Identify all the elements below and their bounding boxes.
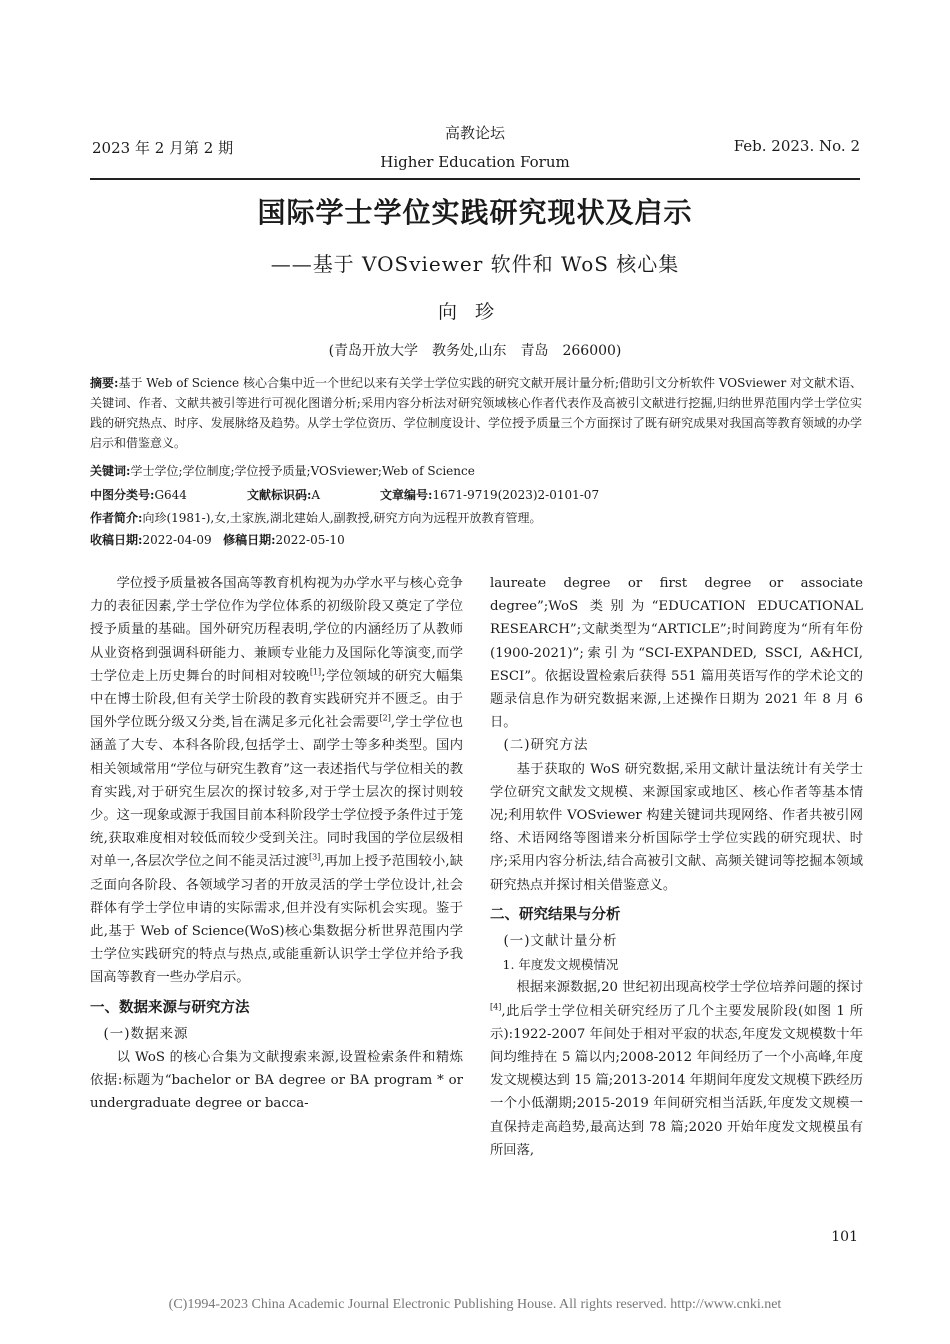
doc-code-value: A bbox=[311, 488, 321, 502]
page-number: 101 bbox=[831, 1229, 858, 1245]
keywords-label: 关键词: bbox=[90, 464, 131, 478]
right-column bbox=[490, 572, 863, 1162]
subsection-heading: (一)数据来源 bbox=[103, 1025, 189, 1042]
revised-date: 2022-05-10 bbox=[275, 533, 345, 547]
journal-title-cn: 高教论坛 bbox=[444, 124, 505, 142]
clc-label: 中图分类号: bbox=[90, 488, 155, 502]
body-paragraph: 以 WoS 的核心合集为文献搜索来源,设置检索条件和精炼依据:标题为“bachelor or BA degree or BA program * or undergraduate degree or bacca- bbox=[90, 1050, 463, 1112]
author-bio bbox=[90, 508, 862, 528]
body-paragraph: laureate degree or first degree or associate degree”;WoS 类别为“EDUCATION EDUCATIONAL RESEARCH”;文献类型为“ARTICLE”;时间跨度为“所有年份(1900-2021)”;索引为“SCI-EXPANDED, SSCI, A&HCI, ESCI”。依据设置检索后获得 551 篇用英语写作的学术论文的题录信息作为研究数据来源,上述操作日期为 2021 年 8 月 6 日。 bbox=[490, 576, 863, 731]
section-heading: 二、研究结果与分析 bbox=[490, 905, 621, 923]
article-number-label: 文章编号: bbox=[380, 488, 433, 502]
keywords bbox=[90, 461, 862, 481]
received-date: 2022-04-09 bbox=[142, 533, 212, 547]
intro-paragraph: 学位授予质量被各国高等教育机构视为办学水平与核心竞争力的表征因素,学士学位作为学位体系的初级阶段又奠定了学位授予质量的基础。国外研究历程表明,学位的内涵经历了从教师从业资格到强调科研能力、兼顾专业能力及国际化等演变,而学士学位走上历史舞台的时间相对较晚[1];学位领域的研究大幅集中在博士阶段,但有关学士阶段的教育实践研究并不匮乏。由于国外学位既分级又分类,旨在满足多元化社会需要[2],学士学位也涵盖了大专、本科各阶段,包括学士、副学士等多种类型。国内相关领域常用“学位与研究生教育”这一表述指代与学位相关的教育实践,对于研究生层次的探讨较多,对于学士层次的探讨则较少。这一现象或源于我国目前本科阶段学士学位授予条件过于笼统,获取难度相对较低而较少受到关注。同时我国的学位层级相对单一,各层次学位之间不能灵活过渡[3],再加上授予范围较小,缺乏面向各阶段、各领域学习者的开放灵活的学士学位设计,社会群体有学士学位申请的实际需求,但并没有实际机会实现。鉴于此,基于 Web of Science(WoS)核心集数据分析世界范围内学士学位实践研究的特点与热点,或能重新认识学士学位并给予我国高等教育一些办学启示。 bbox=[90, 576, 464, 986]
journal-title-en: Higher Education Forum bbox=[380, 153, 570, 171]
abstract-text: 基于 Web of Science 核心合集中近一个世纪以来有关学士学位实践的研究文献开展计量分析;借助引文分析软件 VOSviewer 对文献术语、关键词、作者、文献共被引等进行可视化图谱分析;采用内容分析法对研究领域核心作者代表作及高被引文献进行挖掘,归纳世界范围内学士学位实践的研究热点、时序、发展脉络及趋势。从学士学位资历、学位制度设计、学位授予质量三个方面探讨了既有研究成果对我国高等教育领域的办学启示和借鉴意义。 bbox=[90, 376, 862, 450]
citation-ref[interactable]: [2] bbox=[379, 713, 391, 723]
received-label: 收稿日期: bbox=[90, 533, 143, 547]
keywords-text: 学士学位;学位制度;学位授予质量;VOSviewer;Web of Science bbox=[130, 464, 475, 478]
subsection-heading: (一)文献计量分析 bbox=[503, 933, 618, 950]
issue-date: 2023 年 2 月第 2 期 bbox=[92, 139, 234, 157]
article-number-value: 1671-9719(2023)2-0101-07 bbox=[432, 488, 600, 502]
article-title: 国际学士学位实践研究现状及启示 bbox=[257, 196, 693, 229]
classification-line bbox=[90, 485, 862, 505]
abstract-label: 摘要: bbox=[90, 376, 119, 390]
clc-value: G644 bbox=[154, 488, 187, 502]
sub-subsection-heading: 1. 年度发文规模情况 bbox=[502, 957, 619, 973]
issue-number: Feb. 2023. No. 2 bbox=[733, 137, 860, 155]
citation-ref[interactable]: [1] bbox=[309, 667, 322, 677]
left-column bbox=[90, 572, 463, 1116]
bio-label: 作者简介: bbox=[90, 511, 143, 525]
author-name: 向珍 bbox=[437, 301, 512, 323]
doc-code-label: 文献标识码: bbox=[246, 488, 312, 502]
section-heading: 一、数据来源与研究方法 bbox=[90, 998, 250, 1016]
revised-label: 修稿日期: bbox=[223, 533, 276, 547]
citation-ref[interactable]: [4] bbox=[490, 1002, 502, 1012]
abstract bbox=[90, 373, 862, 453]
header-rule bbox=[90, 178, 860, 180]
author-affiliation: (青岛开放大学 教务处,山东 青岛 266000) bbox=[328, 343, 622, 359]
article-subtitle: ——基于 VOSviewer 软件和 WoS 核心集 bbox=[270, 252, 680, 276]
dates-line bbox=[90, 530, 862, 550]
bio-text: 向珍(1981-),女,土家族,湖北建始人,副教授,研究方向为远程开放教育管理。 bbox=[142, 511, 542, 525]
subsection-heading: (二)研究方法 bbox=[503, 737, 589, 754]
body-paragraph: 根据来源数据,20 世纪初出现高校学士学位培养问题的探讨[4],此后学士学位相关研究经历了几个主要发展阶段(如图 1 所示):1922-2007 年间处于相对平寂的状态,年度发文规模数十年间均维持在 5 篇以内;2008-2012 年间经历了一个小高峰,年度发文规模达到 15 篇;2013-2014 年期间年度发文规模下跌经历一个小低潮期;2015-2019 年间研究相当活跃,年度发文规模一直保持走高趋势,最高达到 78 篇;2020 开始年度发文规模虽有所回落, bbox=[490, 980, 863, 1158]
citation-ref[interactable]: [3] bbox=[308, 853, 321, 863]
body-paragraph: 基于获取的 WoS 研究数据,采用文献计量法统计有关学士学位研究文献发文规模、来源国家或地区、核心作者等基本情况;利用软件 VOSviewer 构建关键词共现网络、作者共被引网络、术语网络等图谱来分析国际学士学位实践的研究现状、时序;采用内容分析法,结合高被引文献、高频关键词等挖掘本领域研究热点并探讨相关借鉴意义。 bbox=[490, 761, 863, 893]
copyright-footer: (C)1994-2023 China Academic Journal Electronic Publishing House. All rights reserved. http://www.cnki.net bbox=[168, 1297, 782, 1312]
